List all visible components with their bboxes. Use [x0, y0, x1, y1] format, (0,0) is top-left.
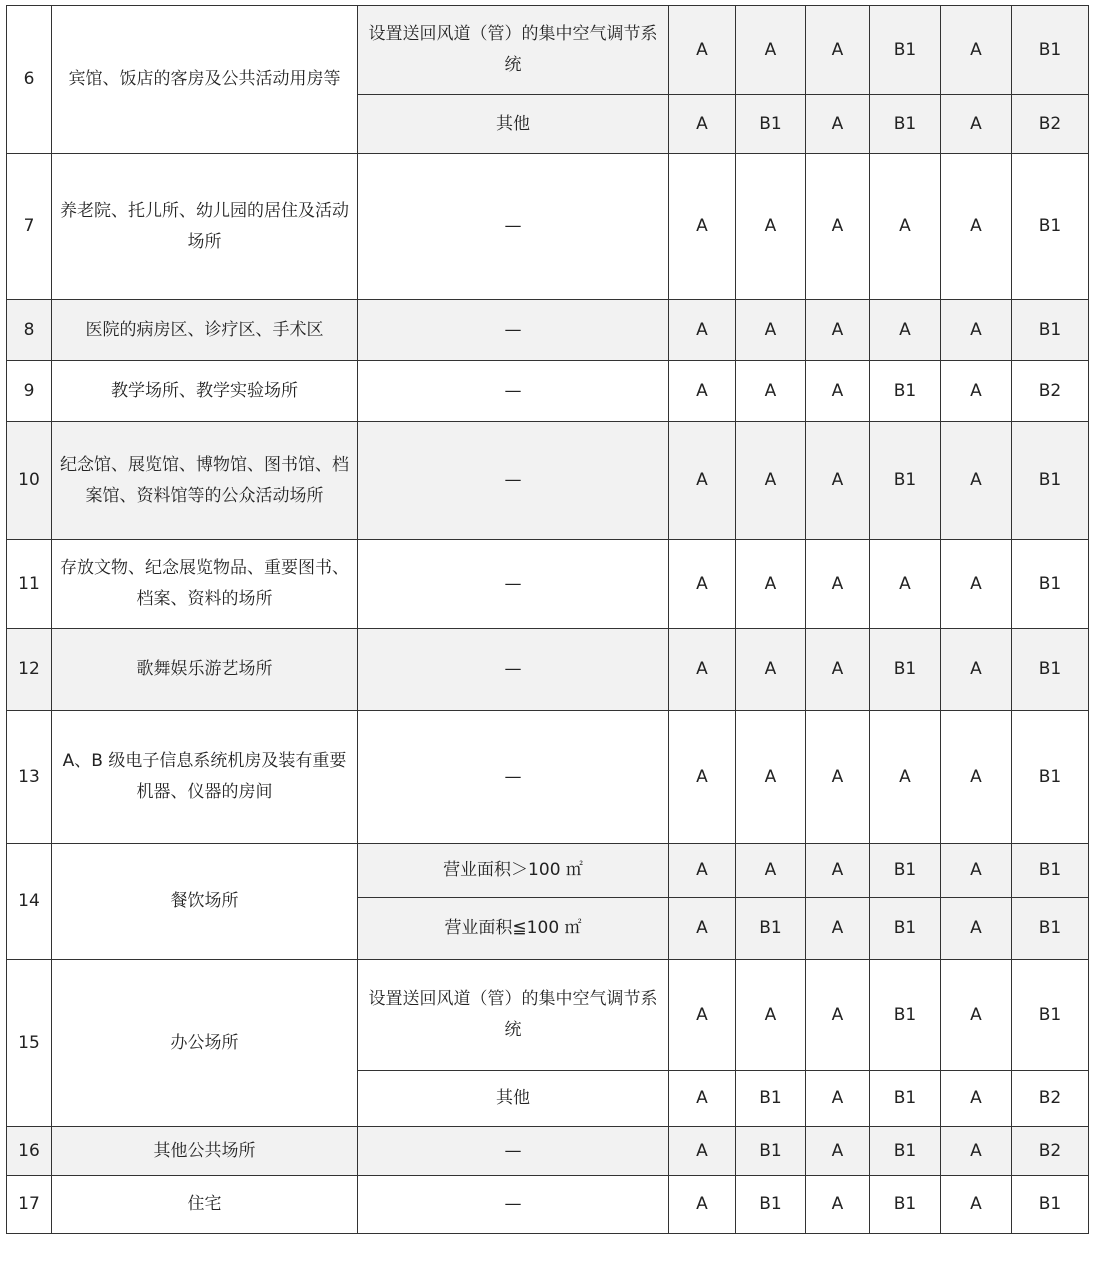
place-cell: 教学场所、教学实验场所	[52, 361, 358, 422]
grade-cell: A	[806, 540, 870, 629]
grade-cell: A	[669, 422, 736, 540]
condition-cell: 其他	[358, 95, 669, 154]
grade-cell: A	[806, 1071, 870, 1127]
row-number-cell: 17	[7, 1176, 52, 1234]
condition-cell: 营业面积≦100 ㎡	[358, 898, 669, 960]
grade-cell: B1	[870, 844, 941, 898]
grade-cell: A	[870, 540, 941, 629]
grade-cell: B1	[870, 361, 941, 422]
grade-cell: A	[806, 1127, 870, 1176]
grade-cell: A	[736, 154, 806, 300]
grade-cell: B1	[1012, 300, 1089, 361]
grade-cell: B1	[870, 898, 941, 960]
grade-cell: A	[941, 422, 1012, 540]
row-number-cell: 11	[7, 540, 52, 629]
grade-cell: B1	[1012, 711, 1089, 844]
grade-cell: B1	[736, 898, 806, 960]
grade-cell: A	[870, 154, 941, 300]
table-row	[7, 154, 1089, 300]
grade-cell: A	[941, 361, 1012, 422]
condition-cell: —	[358, 711, 669, 844]
grade-cell: A	[736, 960, 806, 1071]
grade-cell: A	[806, 361, 870, 422]
grade-cell: B2	[1012, 95, 1089, 154]
grade-cell: A	[736, 422, 806, 540]
row-number-cell: 6	[7, 6, 52, 154]
grade-cell: A	[669, 300, 736, 361]
grade-cell: A	[806, 960, 870, 1071]
grade-cell: B1	[870, 422, 941, 540]
grade-cell: A	[736, 844, 806, 898]
condition-cell: —	[358, 361, 669, 422]
grade-cell: B1	[870, 1127, 941, 1176]
grade-cell: A	[941, 844, 1012, 898]
grade-cell: A	[669, 1176, 736, 1234]
grade-cell: B1	[1012, 844, 1089, 898]
grade-cell: A	[669, 960, 736, 1071]
grade-cell: B1	[870, 1176, 941, 1234]
condition-cell: 其他	[358, 1071, 669, 1127]
place-cell: 住宅	[52, 1176, 358, 1234]
table-row	[7, 629, 1089, 711]
grade-cell: B1	[1012, 540, 1089, 629]
condition-cell: —	[358, 1176, 669, 1234]
place-cell: 歌舞娱乐游艺场所	[52, 629, 358, 711]
condition-cell: 营业面积＞100 ㎡	[358, 844, 669, 898]
grade-cell: A	[669, 1127, 736, 1176]
grade-cell: B1	[1012, 629, 1089, 711]
grade-cell: A	[736, 300, 806, 361]
grade-cell: A	[941, 1071, 1012, 1127]
grade-cell: A	[806, 6, 870, 95]
grade-cell: B1	[736, 1071, 806, 1127]
grade-cell: A	[941, 300, 1012, 361]
row-number-cell: 7	[7, 154, 52, 300]
table-row	[7, 844, 1089, 898]
row-number-cell: 12	[7, 629, 52, 711]
grade-cell: A	[669, 361, 736, 422]
row-number-cell: 13	[7, 711, 52, 844]
grade-cell: A	[669, 540, 736, 629]
place-cell: 存放文物、纪念展览物品、重要图书、档案、资料的场所	[52, 540, 358, 629]
grade-cell: A	[806, 1176, 870, 1234]
place-cell: 宾馆、饭店的客房及公共活动用房等	[52, 6, 358, 154]
table-row	[7, 361, 1089, 422]
grade-cell: A	[941, 154, 1012, 300]
grade-cell: A	[736, 629, 806, 711]
grade-cell: A	[669, 844, 736, 898]
grade-cell: A	[806, 898, 870, 960]
row-number-cell: 8	[7, 300, 52, 361]
grade-cell: B1	[1012, 960, 1089, 1071]
grade-cell: B1	[1012, 898, 1089, 960]
grade-cell: B1	[1012, 1176, 1089, 1234]
row-number-cell: 15	[7, 960, 52, 1127]
grade-cell: B1	[870, 960, 941, 1071]
condition-cell: —	[358, 1127, 669, 1176]
table-row	[7, 711, 1089, 844]
grade-cell: A	[941, 960, 1012, 1071]
grade-cell: A	[669, 154, 736, 300]
grade-cell: B1	[870, 95, 941, 154]
fire-rating-table	[6, 5, 1089, 1234]
grade-cell: A	[870, 300, 941, 361]
grade-cell: A	[941, 1176, 1012, 1234]
condition-cell: 设置送回风道（管）的集中空气调节系统	[358, 960, 669, 1071]
grade-cell: B2	[1012, 1127, 1089, 1176]
condition-cell: —	[358, 629, 669, 711]
grade-cell: A	[806, 711, 870, 844]
grade-cell: A	[941, 1127, 1012, 1176]
table-row	[7, 300, 1089, 361]
grade-cell: A	[941, 711, 1012, 844]
grade-cell: A	[941, 898, 1012, 960]
row-number-cell: 14	[7, 844, 52, 960]
condition-cell: —	[358, 154, 669, 300]
grade-cell: A	[941, 540, 1012, 629]
condition-cell: —	[358, 540, 669, 629]
grade-cell: A	[669, 898, 736, 960]
grade-cell: A	[736, 711, 806, 844]
grade-cell: A	[669, 1071, 736, 1127]
condition-cell: —	[358, 300, 669, 361]
grade-cell: A	[736, 6, 806, 95]
table-row	[7, 960, 1089, 1071]
grade-cell: A	[669, 711, 736, 844]
grade-cell: A	[806, 154, 870, 300]
place-cell: 其他公共场所	[52, 1127, 358, 1176]
grade-cell: B1	[736, 1127, 806, 1176]
place-cell: A、B 级电子信息系统机房及装有重要机器、仪器的房间	[52, 711, 358, 844]
row-number-cell: 16	[7, 1127, 52, 1176]
table-body	[7, 6, 1089, 1234]
grade-cell: B1	[1012, 6, 1089, 95]
grade-cell: A	[669, 629, 736, 711]
table-row	[7, 1176, 1089, 1234]
grade-cell: B1	[870, 6, 941, 95]
grade-cell: A	[870, 711, 941, 844]
grade-cell: A	[941, 95, 1012, 154]
grade-cell: A	[806, 300, 870, 361]
grade-cell: A	[806, 629, 870, 711]
place-cell: 养老院、托儿所、幼儿园的居住及活动场所	[52, 154, 358, 300]
grade-cell: A	[806, 422, 870, 540]
table-row	[7, 540, 1089, 629]
grade-cell: A	[806, 844, 870, 898]
grade-cell: A	[669, 95, 736, 154]
grade-cell: A	[806, 95, 870, 154]
place-cell: 医院的病房区、诊疗区、手术区	[52, 300, 358, 361]
grade-cell: A	[941, 629, 1012, 711]
grade-cell: A	[736, 540, 806, 629]
grade-cell: A	[669, 6, 736, 95]
condition-cell: 设置送回风道（管）的集中空气调节系统	[358, 6, 669, 95]
row-number-cell: 9	[7, 361, 52, 422]
table-row	[7, 422, 1089, 540]
row-number-cell: 10	[7, 422, 52, 540]
condition-cell: —	[358, 422, 669, 540]
grade-cell: B2	[1012, 1071, 1089, 1127]
grade-cell: B1	[736, 95, 806, 154]
grade-cell: A	[941, 6, 1012, 95]
place-cell: 餐饮场所	[52, 844, 358, 960]
grade-cell: B1	[736, 1176, 806, 1234]
grade-cell: B1	[870, 629, 941, 711]
grade-cell: B1	[1012, 154, 1089, 300]
grade-cell: A	[736, 361, 806, 422]
place-cell: 办公场所	[52, 960, 358, 1127]
table-row	[7, 1127, 1089, 1176]
place-cell: 纪念馆、展览馆、博物馆、图书馆、档案馆、资料馆等的公众活动场所	[52, 422, 358, 540]
grade-cell: B1	[870, 1071, 941, 1127]
grade-cell: B1	[1012, 422, 1089, 540]
table-row	[7, 6, 1089, 95]
grade-cell: B2	[1012, 361, 1089, 422]
